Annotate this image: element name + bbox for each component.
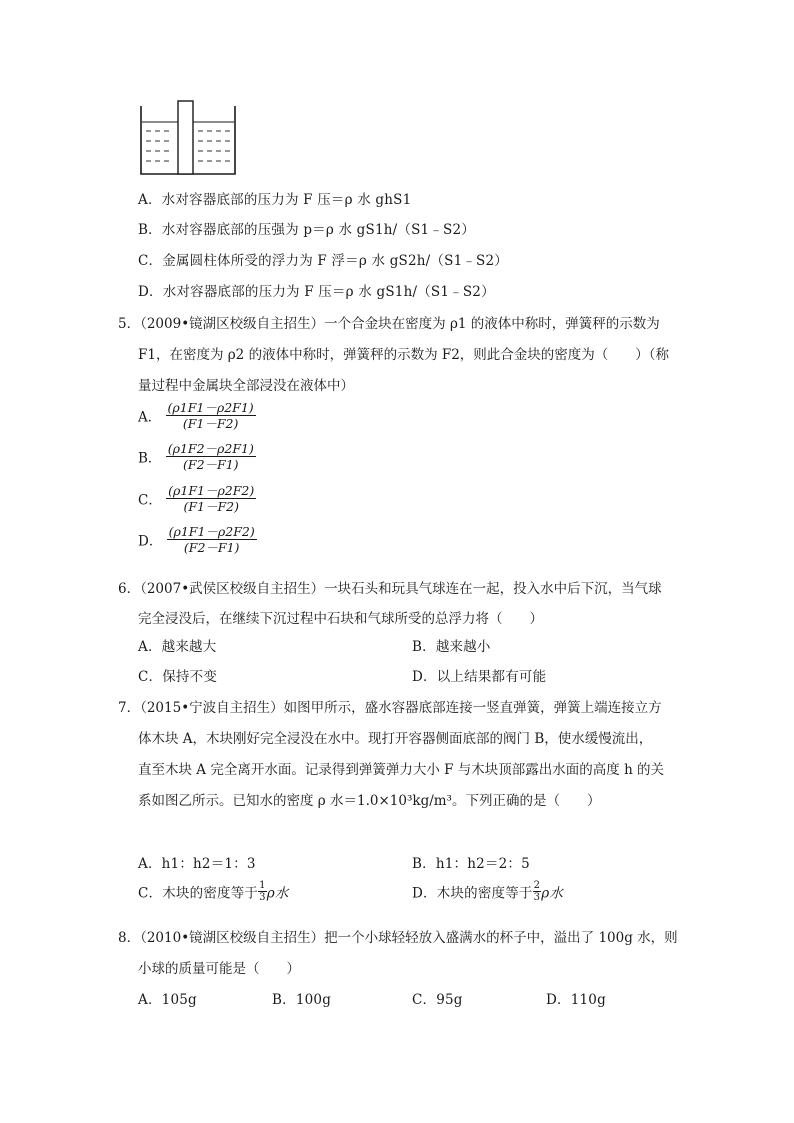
q6-stem-line-1: 6．（2007•武侯区校级自主招生）一块石头和玩具气球连在一起，投入水中后下沉，当气球 xyxy=(118,581,662,597)
q7-stem-line-1: 7．（2015•宁波自主招生）如图甲所示，盛水容器底部连接一竖直弹簧，弹簧上端连接立方 xyxy=(118,700,662,716)
fraction-one-third xyxy=(258,880,267,903)
option-text: 水对容器底部的压强为 p＝ρ 水 gS1h/（S1﹣S2） xyxy=(161,222,475,238)
option-text: D．木块的密度等于 xyxy=(412,885,533,902)
numerator: (ρ1F2－ρ2F1) xyxy=(167,441,254,456)
option-fraction xyxy=(167,524,257,555)
q8-option-a[interactable]: A．105g xyxy=(138,992,197,1008)
option-text: 水对容器底部的压力为 F 压＝ρ 水 ghS1 xyxy=(161,192,412,208)
option-fraction xyxy=(166,441,256,472)
option-text: C．木块的密度等于 xyxy=(138,885,259,902)
numerator: 2 xyxy=(533,880,541,891)
numerator: (ρ1F1－ρ2F2) xyxy=(168,524,255,539)
option-letter: A． xyxy=(138,409,162,426)
q8-stem-line-2: 小球的质量可能是（ ） xyxy=(138,961,300,977)
q5-option-c[interactable] xyxy=(138,483,256,514)
q6-option-b[interactable]: B．越来越小 xyxy=(412,639,491,655)
q7-option-b[interactable]: B．h1：h2＝2：5 xyxy=(412,856,530,872)
option-letter: C． xyxy=(138,253,163,269)
option-letter: A． xyxy=(138,192,162,208)
denominator: (F2－F1) xyxy=(183,457,239,472)
q6-option-c[interactable]: C．保持不变 xyxy=(138,669,218,685)
q5-stem-line-3: 量过程中金属块全部浸没在液体中） xyxy=(138,378,354,394)
denominator: (F2－F1) xyxy=(183,540,240,555)
q6-option-d[interactable]: D．以上结果都有可能 xyxy=(412,669,547,685)
denominator: 3 xyxy=(533,892,541,903)
denominator: (F1－F2) xyxy=(183,499,239,514)
numerator: 1 xyxy=(259,880,266,891)
fraction-two-thirds xyxy=(533,880,542,903)
q7-stem-line-2: 体木块 A，木块刚好完全浸没在水中。现打开容器侧面底部的阀门 B，使水缓慢流出， xyxy=(138,731,653,747)
option-fraction xyxy=(166,400,256,431)
q5-option-a[interactable] xyxy=(138,400,256,431)
rho-water: ρ水 xyxy=(541,885,564,902)
q4-option-d[interactable] xyxy=(138,280,495,300)
q5-stem-line-1: 5．（2009•镜湖区校级自主招生）一个合金块在密度为 ρ1 的液体中称时，弹簧秤的示数为 xyxy=(118,316,660,332)
q8-option-d[interactable]: D．110g xyxy=(546,992,606,1008)
option-letter: B． xyxy=(138,222,162,238)
q7-stem-line-3: 直至木块 A 完全离开水面。记录得到弹簧弹力大小 F 与木块顶部露出水面的高度 h 的关 xyxy=(138,762,665,778)
q8-stem-line-1: 8．（2010•镜湖区校级自主招生）把一个小球轻轻放入盛满水的杯子中，溢出了 100g 水，则 xyxy=(118,930,678,946)
rho-water: ρ水 xyxy=(266,885,289,902)
option-letter: C． xyxy=(138,492,162,509)
numerator: (ρ1F1－ρ2F2) xyxy=(168,483,255,498)
option-letter: B． xyxy=(138,450,162,467)
q6-stem-line-2: 完全浸没后，在继续下沉过程中石块和气球所受的总浮力将（ ） xyxy=(138,611,543,627)
q7-option-c[interactable] xyxy=(138,880,289,903)
q4-option-b[interactable] xyxy=(138,218,475,238)
q7-option-a[interactable]: A．h1：h2＝1：3 xyxy=(138,856,256,872)
option-text: 金属圆柱体所受的浮力为 F 浮＝ρ 水 gS2h/（S1﹣S2） xyxy=(162,253,508,269)
q8-option-b[interactable]: B．100g xyxy=(272,992,332,1008)
q4-option-c[interactable] xyxy=(138,249,508,269)
option-letter: D． xyxy=(138,533,163,550)
container-figure xyxy=(138,98,238,178)
option-fraction xyxy=(166,483,256,514)
denominator: 3 xyxy=(259,892,266,903)
q6-option-a[interactable]: A．越来越大 xyxy=(138,639,217,655)
option-text: 水对容器底部的压力为 F 压＝ρ 水 gS1h/（S1﹣S2） xyxy=(162,284,495,300)
option-letter: D． xyxy=(138,284,163,300)
denominator: (F1－F2) xyxy=(182,416,239,431)
q8-option-c[interactable]: C．95g xyxy=(412,992,463,1008)
q5-option-d[interactable] xyxy=(138,524,257,555)
q7-stem-line-4: 系如图乙所示。已知水的密度 ρ 水＝1.0×10³kg/m³。下列正确的是（ ） xyxy=(138,793,601,809)
q7-option-d[interactable] xyxy=(412,880,563,903)
q5-option-b[interactable] xyxy=(138,441,256,472)
numerator: (ρ1F1－ρ2F1) xyxy=(167,400,254,415)
q5-stem-line-2: F1，在密度为 ρ2 的液体中称时，弹簧秤的示数为 F2，则此合金块的密度为（ ）（称 xyxy=(138,347,670,363)
q4-option-a[interactable] xyxy=(138,188,411,208)
